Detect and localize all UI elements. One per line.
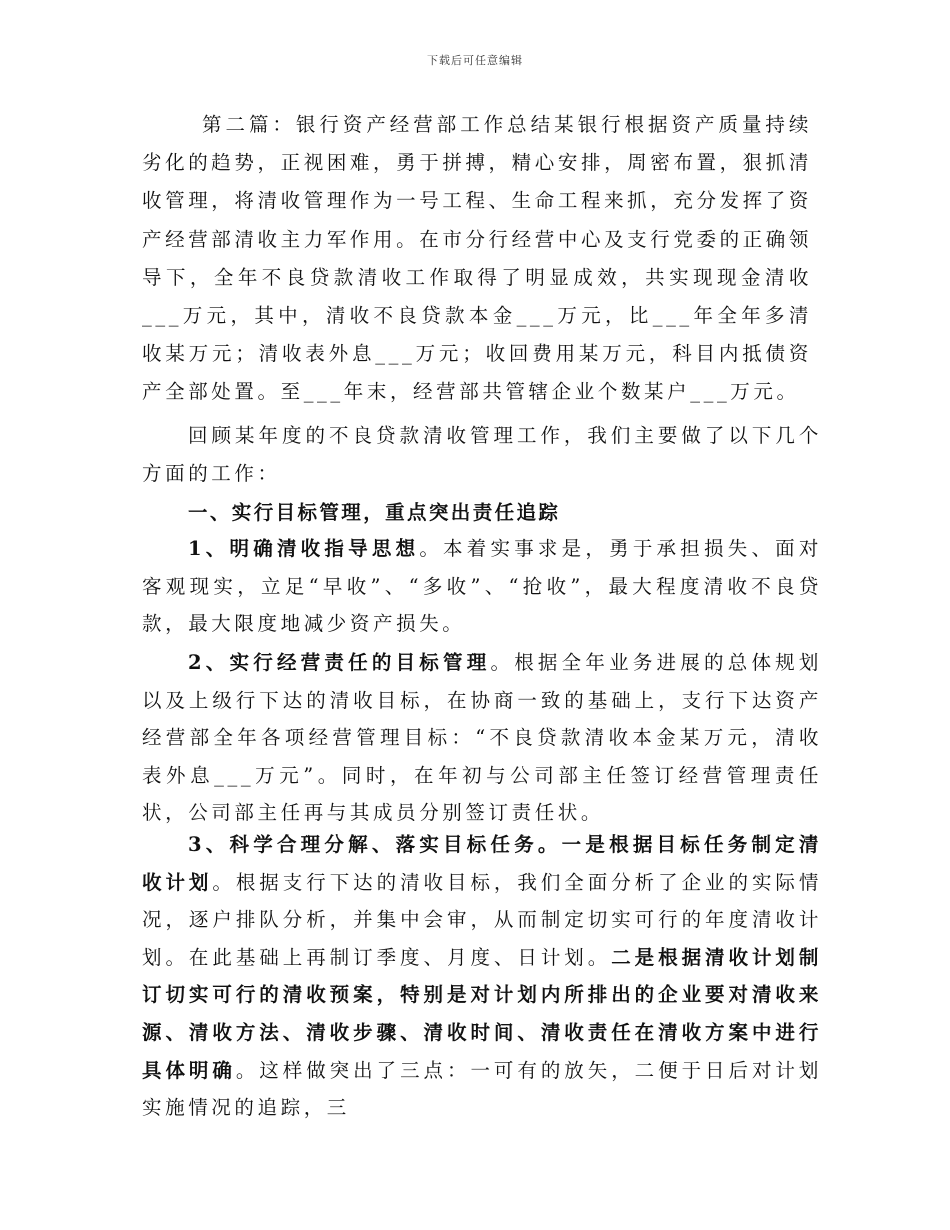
- list-item-3-emphasis: 二是根据清收计划制订切实可行的清收预案，特别是对计划内所排出的企业要对清收来源、清收方法、清收步骤、清收时间、清收责任在清收方案中进行具体明确: [142, 945, 822, 1082]
- list-item-3-title: 3、科学合理分解、落实目标任务。一是根据目标任务制定清收计划: [142, 833, 822, 894]
- section-heading-1: 一、实行目标管理，重点突出责任追踪: [188, 501, 561, 524]
- list-item-2-title: 2、实行经营责任的目标管理: [188, 651, 491, 674]
- paragraph-review: 回顾某年度的不良贷款清收管理工作，我们主要做了以下几个方面的工作：: [142, 424, 822, 485]
- paragraph-intro: 第二篇：银行资产经营部工作总结某银行根据资产质量持续劣化的趋势，正视困难，勇于拼搏，精心安排，周密布置，狠抓清收管理，将清收管理作为一号工程、生命工程来抓，充分发挥了资产经营部清收主力军作用。在市分行经营中心及支行党委的正确领导下，全年不良贷款清收工作取得了明显成效，共实现现金清收___万元，其中，清收不良贷款本金___万元，比___年全年多清收某万元；清收表外息___万元；收回费用某万元，科目内抵债资产全部处置。至___年末，经营部共管辖企业个数某户___万元。: [142, 113, 812, 404]
- list-item-3-body-2: 。这样做突出了三点：一可有的放矢，二便于日后对计划实施情况的追踪，三: [142, 1058, 822, 1120]
- list-item-3-body-1: 。根据支行下达的清收目标，我们全面分析了企业的实际情况，逐户排队分析，并集中会审，从而制定切实可行的年度清收计划。在此基础上再制订季度、月度、日计划。: [142, 870, 822, 969]
- list-item-2-body: 。根据全年业务进展的总体规划以及上级行下达的清收目标，在协商一致的基础上，支行下达资产经营部全年各项经营管理目标：“不良贷款清收本金某万元，清收表外息___万元”。同时，在年初与公司部主任签订经营管理责任状，公司部主任再与其成员分别签订责任状。: [142, 651, 822, 825]
- list-item-2: [142, 644, 822, 832]
- list-item-1-title: 1、明确清收指导思想: [188, 537, 420, 560]
- page-header: 下载后可任意编辑: [427, 54, 523, 67]
- list-item-1: [142, 530, 822, 643]
- list-item-3: [142, 826, 822, 1127]
- list-item-1-body: 。本着实事求是，勇于承担损失、面对客观现实，立足“早收”、“多收”、“抢收”，最大程度清收不良贷款，最大限度地减少资产损失。: [142, 537, 822, 636]
